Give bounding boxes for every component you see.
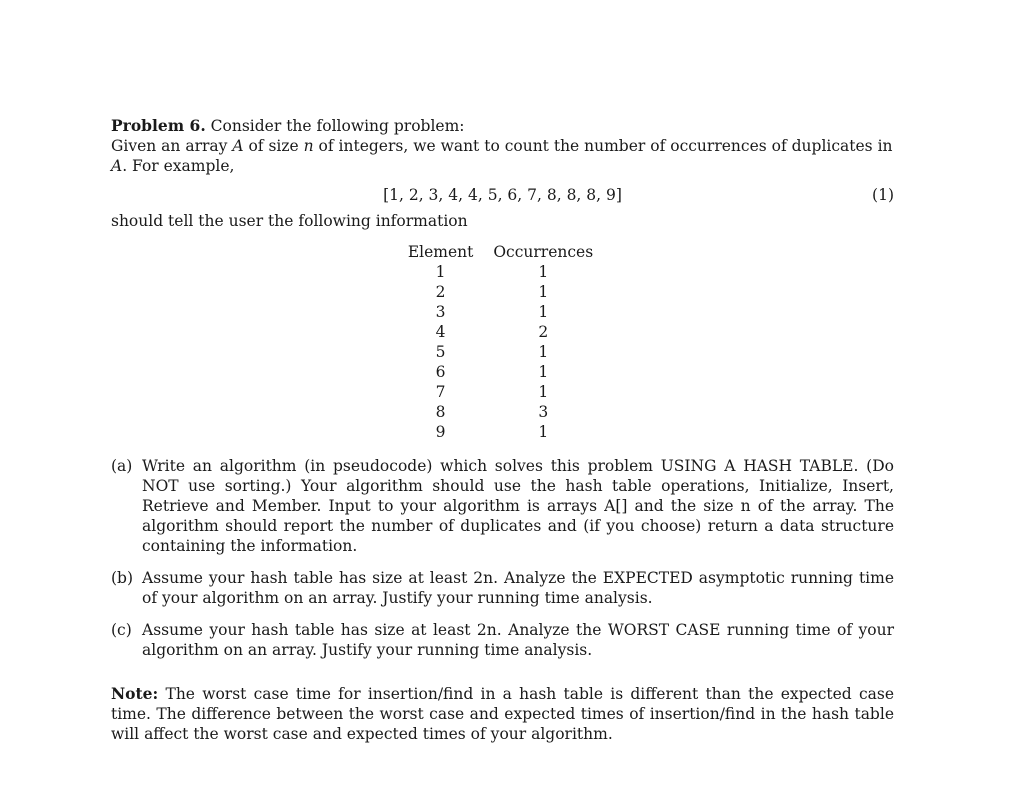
problem-document <box>111 116 894 744</box>
part-text: Assume your hash table has size at least 2n. Analyze the WORST CASE running time of your algorithm on an array. Justify your running time analysis. <box>142 621 894 659</box>
var-A: A <box>232 137 244 155</box>
problem-statement: Given an array A of size n of integers, we want to count the number of occurrences of duplicates in A. For example, <box>111 137 893 175</box>
element-cell: 3 <box>435 303 446 321</box>
occurrences-cell: 1 <box>538 363 549 381</box>
table-row <box>398 302 603 322</box>
var-A: A <box>111 157 123 175</box>
note-text: The worst case time for insertion/find in a hash table is different than the expected case time. The difference between the worst case and expected times of insertion/find in the hash table will affect the worst case and expected times of your algorithm. <box>111 685 894 743</box>
occurrences-table <box>398 242 603 442</box>
part-text: Write an algorithm (in pseudocode) which solves this problem USING A HASH TABLE. (Do NOT use sorting.) Your algorithm should use the hash table operations, Initialize, Insert, Retrieve and Member. Input to your algorithm is arrays A[] and the size n of the array. The algorithm should report the number of duplicates and (if you choose) return a data structure containing the information. <box>142 457 894 555</box>
occurrences-cell: 1 <box>538 423 549 441</box>
question-part <box>111 620 894 660</box>
part-label: (b) <box>111 569 134 587</box>
part-label: (a) <box>111 457 133 475</box>
part-label: (c) <box>111 621 132 639</box>
table-row <box>398 362 603 382</box>
header-element: Element <box>407 243 474 261</box>
occurrences-cell: 2 <box>538 323 549 341</box>
element-cell: 5 <box>435 343 446 361</box>
table-body <box>398 262 603 442</box>
table-header-row <box>398 242 603 262</box>
equation-number: (1) <box>872 186 894 204</box>
occurrences-cell: 1 <box>538 343 549 361</box>
table-row <box>398 282 603 302</box>
element-cell: 8 <box>435 403 446 421</box>
element-cell: 7 <box>435 383 446 401</box>
problem-heading: Problem 6. <box>111 116 206 135</box>
note-paragraph <box>111 684 894 744</box>
element-cell: 6 <box>435 363 446 381</box>
table-row <box>398 322 603 342</box>
element-cell: 2 <box>435 283 446 301</box>
example-equation-row <box>111 185 894 211</box>
question-part <box>111 456 894 556</box>
question-part <box>111 568 894 608</box>
occurrences-cell: 1 <box>538 303 549 321</box>
example-array: [1, 2, 3, 4, 4, 5, 6, 7, 8, 8, 8, 9] <box>383 186 622 204</box>
question-parts <box>111 456 894 660</box>
part-text: Assume your hash table has size at least 2n. Analyze the EXPECTED asymptotic running time of your algorithm on an array. Justify your running time analysis. <box>142 569 894 607</box>
occurrences-cell: 1 <box>538 263 549 281</box>
after-equation-text: should tell the user the following information <box>111 212 468 230</box>
occurrences-cell: 3 <box>538 403 549 421</box>
note-label: Note: <box>111 684 159 703</box>
table-row <box>398 382 603 402</box>
occurrences-cell: 1 <box>538 283 549 301</box>
var-n: n <box>303 137 314 155</box>
header-occurrences: Occurrences <box>493 243 594 261</box>
occurrences-cell: 1 <box>538 383 549 401</box>
element-cell: 1 <box>435 263 446 281</box>
problem-header <box>111 116 894 136</box>
table-row <box>398 262 603 282</box>
table-row <box>398 422 603 442</box>
table-row <box>398 402 603 422</box>
table-row <box>398 342 603 362</box>
element-cell: 9 <box>435 423 446 441</box>
problem-intro: Consider the following problem: <box>210 117 465 135</box>
element-cell: 4 <box>435 323 446 341</box>
